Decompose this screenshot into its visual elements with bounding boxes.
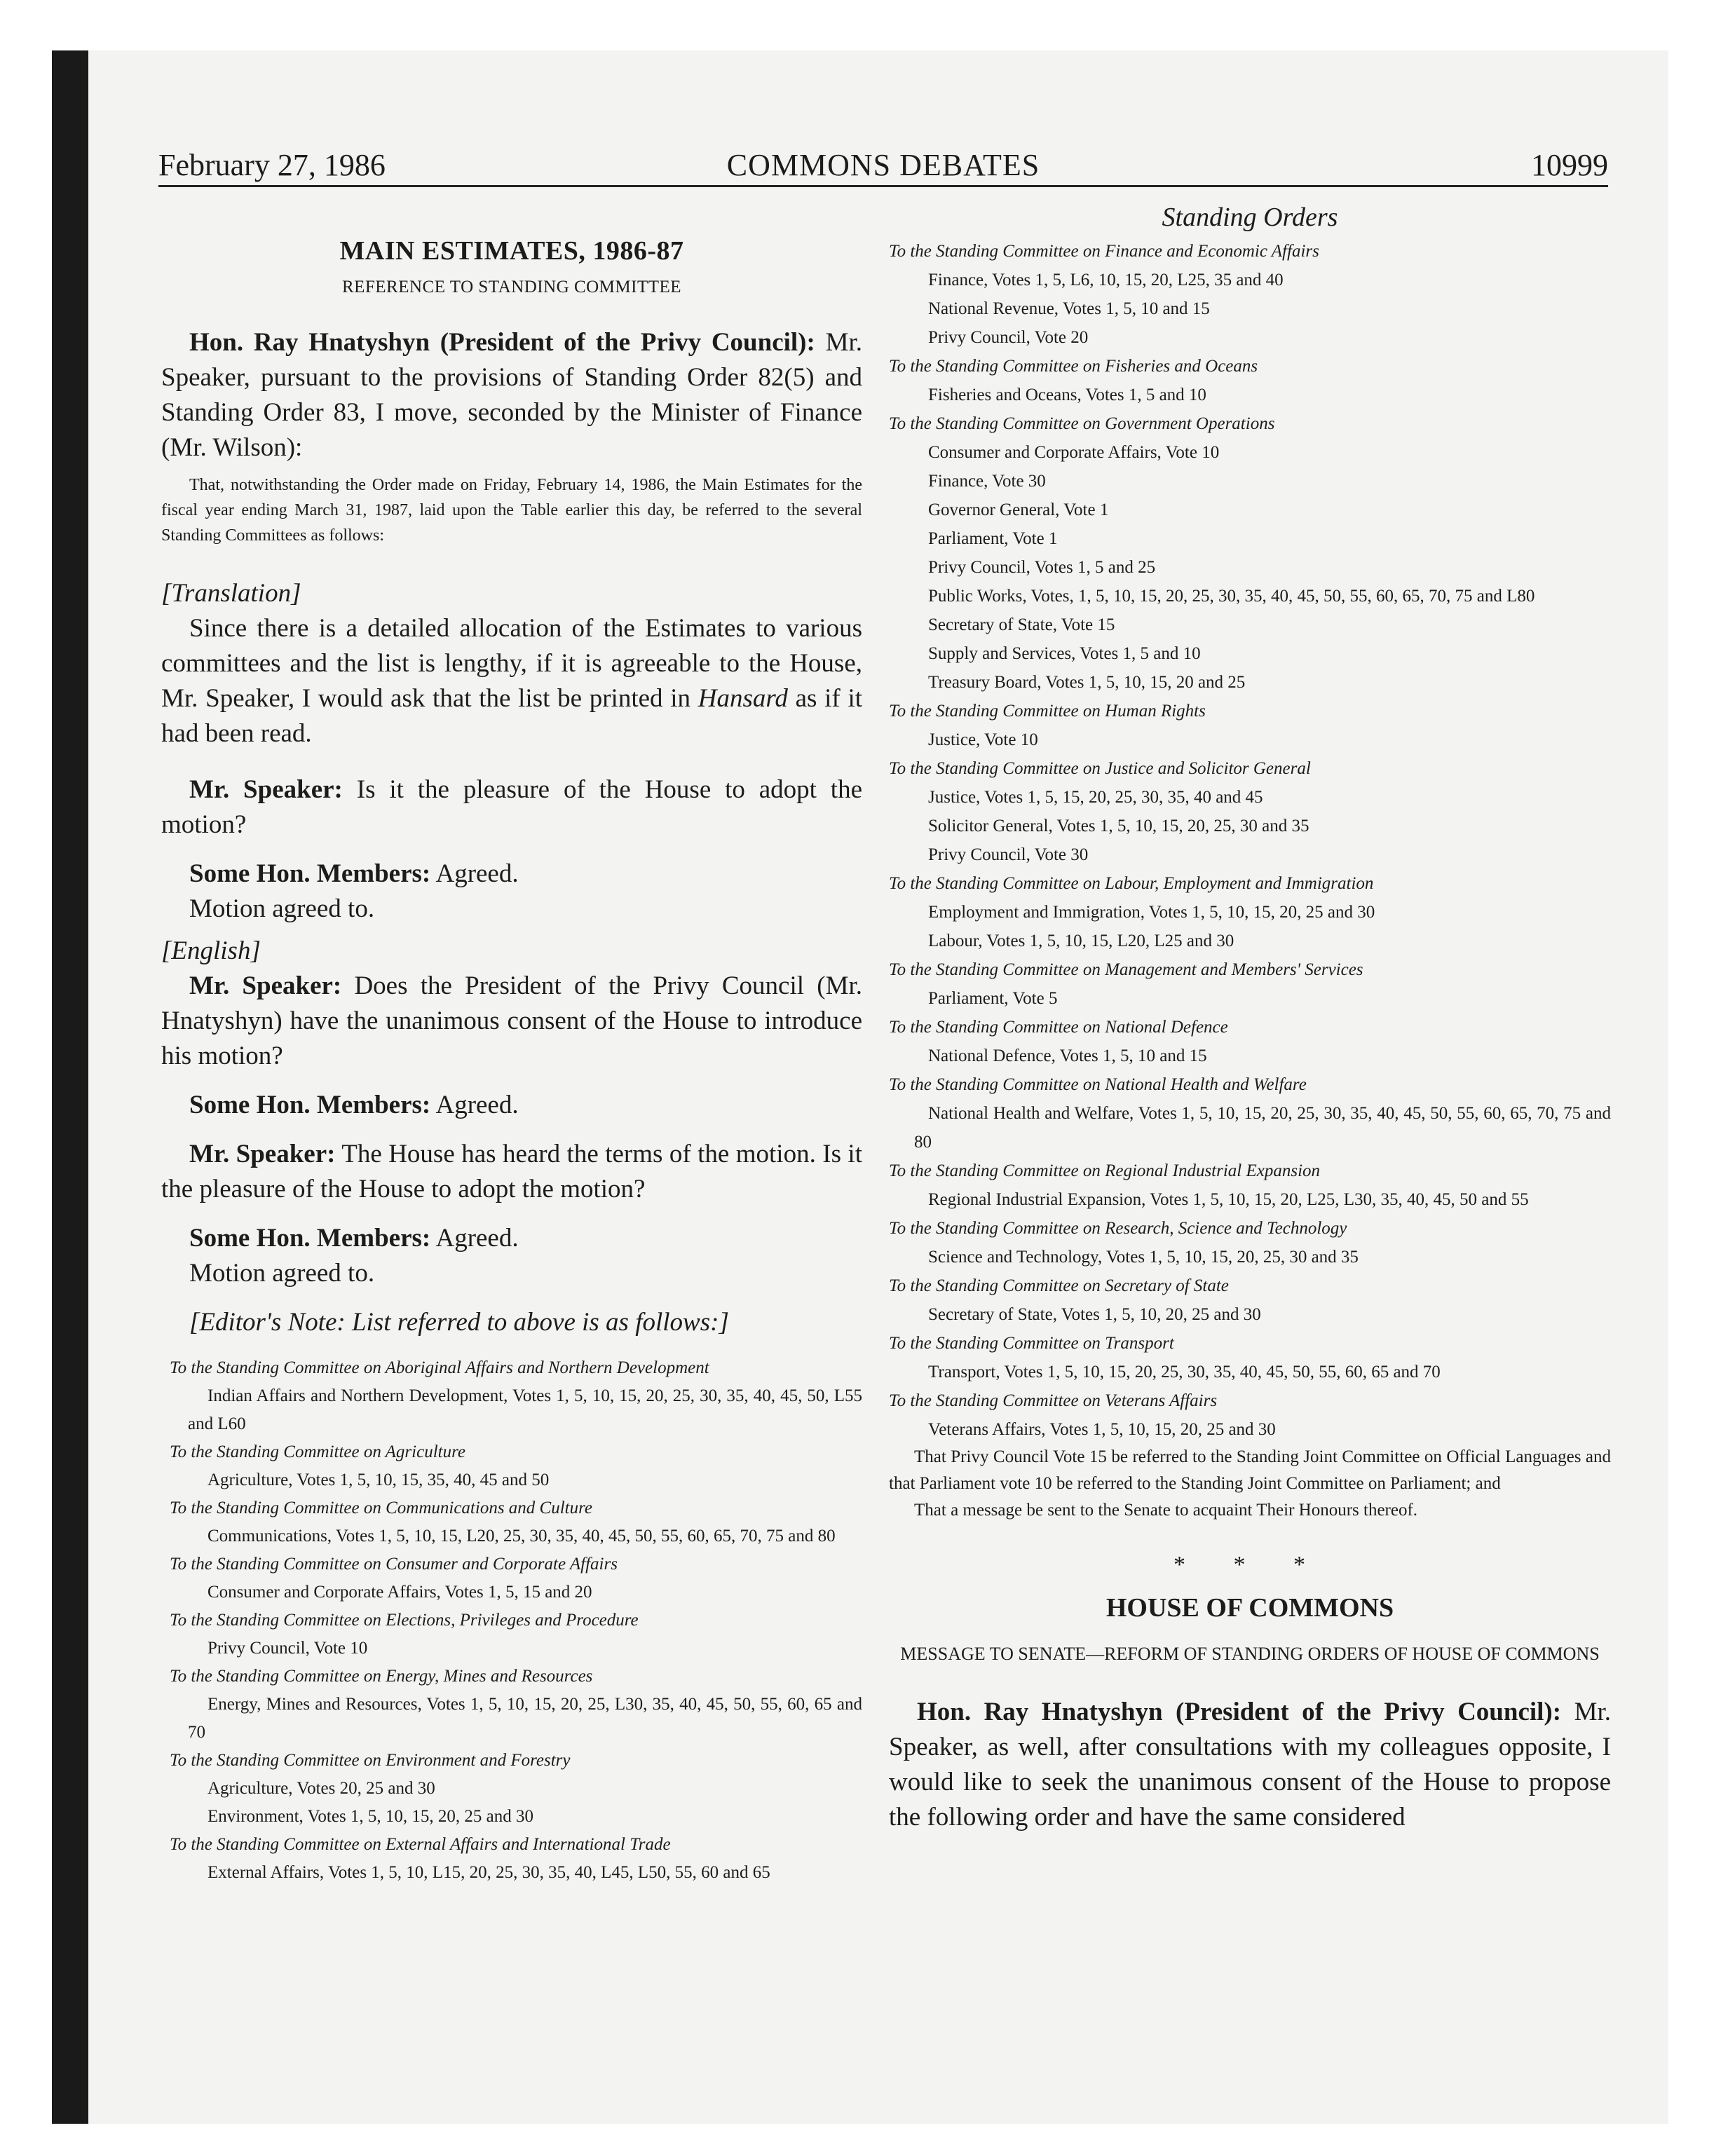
committee-name: To the Standing Committee on Aboriginal Affairs and Northern Development: [170, 1358, 709, 1377]
speech-hnatyshyn: [161, 325, 862, 465]
committee-vote-item: Supply and Services, Votes 1, 5 and 10: [928, 644, 1201, 663]
members-remark-3: [161, 1221, 862, 1256]
committee-name: To the Standing Committee on External Affairs and International Trade: [170, 1835, 671, 1854]
motion-agreed-2: Motion agreed to.: [189, 1259, 375, 1288]
members-remark-1: [161, 857, 862, 892]
committee-vote-item: Consumer and Corporate Affairs, Votes 1, 5, 15 and 20: [207, 1583, 592, 1602]
message-heading: MESSAGE TO SENATE—REFORM OF STANDING ORDERS OF HOUSE OF COMMONS: [900, 1644, 1600, 1664]
committee-name: To the Standing Committee on Government Operations: [889, 414, 1275, 433]
closing-paragraph-1: That Privy Council Vote 15 be referred to the Standing Joint Committee on Official Languages and that Parliament vote 10 be referred to the Standing Joint Committee on Parliament; and: [889, 1447, 1611, 1493]
header-page-number: 10999: [1531, 148, 1608, 182]
committee-vote-item: Veterans Affairs, Votes 1, 5, 10, 15, 20, 25 and 30: [928, 1420, 1276, 1439]
committee-list-right: [889, 237, 1611, 1444]
committee-list-left: [161, 1354, 862, 1887]
committee-name: To the Standing Committee on Justice and Solicitor General: [889, 759, 1311, 778]
committee-vote-item: Justice, Votes 1, 5, 15, 20, 25, 30, 35, 40 and 45: [928, 788, 1263, 807]
header-rule: [158, 185, 1608, 187]
committee-vote-item: Agriculture, Votes 1, 5, 10, 15, 35, 40, 45 and 50: [207, 1471, 550, 1489]
translation-text: Since there is a detailed allocation of the Estimates to various committees and the list is lengthy, if it is agreeable to the House, Mr. Speaker, I would ask that the list be printed in: [161, 614, 862, 713]
committee-vote-item: Privy Council, Vote 20: [928, 328, 1089, 347]
committee-name: To the Standing Committee on Communications and Culture: [170, 1499, 593, 1517]
committee-name: To the Standing Committee on Transport: [889, 1334, 1174, 1353]
speech-hnatyshyn-2: [889, 1695, 1611, 1835]
committee-vote-item: Secretary of State, Vote 15: [928, 615, 1115, 634]
committee-name: To the Standing Committee on Human Rights: [889, 702, 1206, 721]
committee-name: To the Standing Committee on National Health and Welfare: [889, 1075, 1307, 1094]
committee-name: To the Standing Committee on Consumer and Corporate Affairs: [170, 1555, 618, 1574]
committee-vote-item: Regional Industrial Expansion, Votes 1, 5, 10, 15, 20, L25, L30, 35, 40, 45, 50 and 55: [928, 1190, 1529, 1209]
committee-vote-item: Justice, Vote 10: [928, 730, 1038, 749]
right-column: [889, 202, 1611, 1835]
scan-margin: [0, 0, 52, 2156]
committee-vote-item: Communications, Votes 1, 5, 10, 15, L20, 25, 30, 35, 40, 45, 50, 55, 60, 65, 70, 75 and 80: [207, 1527, 836, 1546]
speaker-remark-3: [161, 1137, 862, 1207]
translation-label: [Translation]: [161, 579, 301, 608]
committee-name: To the Standing Committee on Elections, Privileges and Procedure: [170, 1611, 639, 1630]
committee-vote-item: National Revenue, Votes 1, 5, 10 and 15: [928, 299, 1210, 318]
speaker-text: Is it the pleasure of the House to adopt the motion?: [161, 775, 863, 839]
committee-vote-item: Labour, Votes 1, 5, 10, 15, L20, L25 and 30: [928, 932, 1234, 950]
hansard-word: Hansard: [698, 684, 788, 713]
closing-paragraph-2: That a message be sent to the Senate to acquaint Their Honours thereof.: [914, 1501, 1418, 1520]
speaker-remark-1: [161, 772, 862, 842]
committee-vote-item: Privy Council, Vote 30: [928, 845, 1089, 864]
scan-edge-shadow: [52, 50, 88, 2124]
committee-vote-item: Governor General, Vote 1: [928, 500, 1109, 519]
committee-vote-item: Parliament, Vote 5: [928, 989, 1058, 1008]
members-text: Agreed.: [435, 1224, 519, 1253]
motion-agreed-1: Motion agreed to.: [189, 894, 375, 923]
committee-vote-item: Privy Council, Vote 10: [207, 1639, 368, 1658]
committee-name: To the Standing Committee on Research, Science and Technology: [889, 1219, 1347, 1238]
english-label: [English]: [161, 936, 261, 965]
members-label: Some Hon. Members:: [189, 1224, 431, 1253]
committee-name: To the Standing Committee on Agriculture: [170, 1442, 465, 1461]
committee-vote-item: National Health and Welfare, Votes 1, 5, 10, 15, 20, 25, 30, 35, 40, 45, 50, 55, 60, 65, 70, 75 and 80: [914, 1104, 1611, 1152]
committee-name: To the Standing Committee on Labour, Employment and Immigration: [889, 874, 1374, 893]
translation-paragraph: [161, 611, 862, 751]
committee-vote-item: Consumer and Corporate Affairs, Vote 10: [928, 443, 1220, 462]
committee-name: To the Standing Committee on Finance and Economic Affairs: [889, 242, 1319, 261]
committee-vote-item: National Defence, Votes 1, 5, 10 and 15: [928, 1046, 1207, 1065]
committee-name: To the Standing Committee on Energy, Mines and Resources: [170, 1667, 593, 1686]
committee-vote-item: Public Works, Votes, 1, 5, 10, 15, 20, 25, 30, 35, 40, 45, 50, 55, 60, 65, 70, 75 and L80: [928, 587, 1535, 606]
speaker-remark-2: [161, 969, 862, 1074]
house-heading: HOUSE OF COMMONS: [1105, 1593, 1394, 1623]
committee-name: To the Standing Committee on Fisheries and Oceans: [889, 357, 1258, 376]
speaker-name: Hon. Ray Hnatyshyn (President of the Privy Council):: [189, 328, 815, 357]
committee-vote-item: External Affairs, Votes 1, 5, 10, L15, 20, 25, 30, 35, 40, L45, L50, 55, 60 and 65: [207, 1863, 770, 1882]
header-date: February 27, 1986: [158, 148, 386, 182]
motion-text: That, notwithstanding the Order made on Friday, February 14, 1986, the Main Estimates for the fiscal year ending March 31, 1987, laid upon the Table earlier this day, be referred to the several Standing Committees as follows:: [161, 476, 862, 545]
committee-name: To the Standing Committee on Environment and Forestry: [170, 1751, 571, 1770]
speech-text: Mr. Speaker, pursuant to the provisions of Standing Order 82(5) and Standing Order 83, I move, seconded by the Minister of Finance (Mr. Wilson):: [161, 328, 862, 462]
committee-vote-item: Finance, Vote 30: [928, 472, 1046, 491]
committee-vote-item: Agriculture, Votes 20, 25 and 30: [207, 1779, 435, 1798]
committee-vote-item: Transport, Votes 1, 5, 10, 15, 20, 25, 30, 35, 40, 45, 50, 55, 60, 65 and 70: [928, 1363, 1441, 1381]
translation-text-end: as if it had been read.: [161, 684, 862, 748]
committee-vote-item: Science and Technology, Votes 1, 5, 10, 15, 20, 25, 30 and 35: [928, 1248, 1359, 1267]
committee-vote-item: Parliament, Vote 1: [928, 529, 1058, 548]
speech-text: Mr. Speaker, as well, after consultations with my colleagues opposite, I would like to seek the unanimous consent of the House to propose the following order and have the same considered: [889, 1698, 1611, 1831]
members-remark-2: [161, 1088, 862, 1123]
committee-vote-item: Fisheries and Oceans, Votes 1, 5 and 10: [928, 386, 1206, 404]
members-label: Some Hon. Members:: [189, 1091, 431, 1119]
speaker-label: Mr. Speaker:: [189, 775, 343, 804]
committee-vote-item: Secretary of State, Votes 1, 5, 10, 20, 25 and 30: [928, 1305, 1261, 1324]
members-text: Agreed.: [435, 859, 519, 888]
committee-vote-item: Employment and Immigration, Votes 1, 5, 10, 15, 20, 25 and 30: [928, 903, 1375, 922]
left-column: [161, 202, 862, 1887]
committee-name: To the Standing Committee on Veterans Affairs: [889, 1391, 1218, 1410]
page-header: [158, 147, 1608, 186]
speaker-text: The House has heard the terms of the motion. Is it the pleasure of the House to adopt the motion?: [161, 1140, 862, 1203]
editor-note: [Editor's Note: List referred to above is as follows:]: [189, 1308, 729, 1337]
speaker-name: Hon. Ray Hnatyshyn (President of the Privy Council):: [917, 1698, 1562, 1726]
section-heading: MAIN ESTIMATES, 1986-87: [339, 236, 684, 266]
committee-vote-item: Solicitor General, Votes 1, 5, 10, 15, 20, 25, 30 and 35: [928, 817, 1309, 835]
members-text: Agreed.: [435, 1091, 519, 1119]
speaker-label: Mr. Speaker:: [189, 1140, 336, 1168]
members-label: Some Hon. Members:: [189, 859, 431, 888]
speaker-label: Mr. Speaker:: [189, 971, 342, 1000]
committee-vote-item: Energy, Mines and Resources, Votes 1, 5, 10, 15, 20, 25, L30, 35, 40, 45, 50, 55, 60, 65 and 70: [188, 1695, 862, 1742]
committee-name: To the Standing Committee on Management and Members' Services: [889, 960, 1363, 979]
committee-name: To the Standing Committee on Regional Industrial Expansion: [889, 1161, 1321, 1180]
section-separator: * * *: [1173, 1552, 1326, 1578]
committee-name: To the Standing Committee on National Defence: [889, 1018, 1228, 1037]
speaker-text: Does the President of the Privy Council (Mr. Hnatyshyn) have the unanimous consent of the House to introduce his motion?: [161, 971, 862, 1070]
running-heading: Standing Orders: [1162, 203, 1338, 232]
committee-vote-item: Finance, Votes 1, 5, L6, 10, 15, 20, L25, 35 and 40: [928, 271, 1284, 289]
header-title: COMMONS DEBATES: [726, 148, 1040, 182]
committee-vote-item: Indian Affairs and Northern Development, Votes 1, 5, 10, 15, 20, 25, 30, 35, 40, 45, 50, L55 and L60: [188, 1386, 862, 1433]
committee-vote-item: Environment, Votes 1, 5, 10, 15, 20, 25 and 30: [207, 1807, 534, 1826]
section-subheading: REFERENCE TO STANDING COMMITTEE: [341, 278, 682, 296]
committee-vote-item: Treasury Board, Votes 1, 5, 10, 15, 20 and 25: [928, 673, 1246, 692]
committee-name: To the Standing Committee on Secretary of State: [889, 1276, 1229, 1295]
committee-vote-item: Privy Council, Votes 1, 5 and 25: [928, 558, 1156, 577]
